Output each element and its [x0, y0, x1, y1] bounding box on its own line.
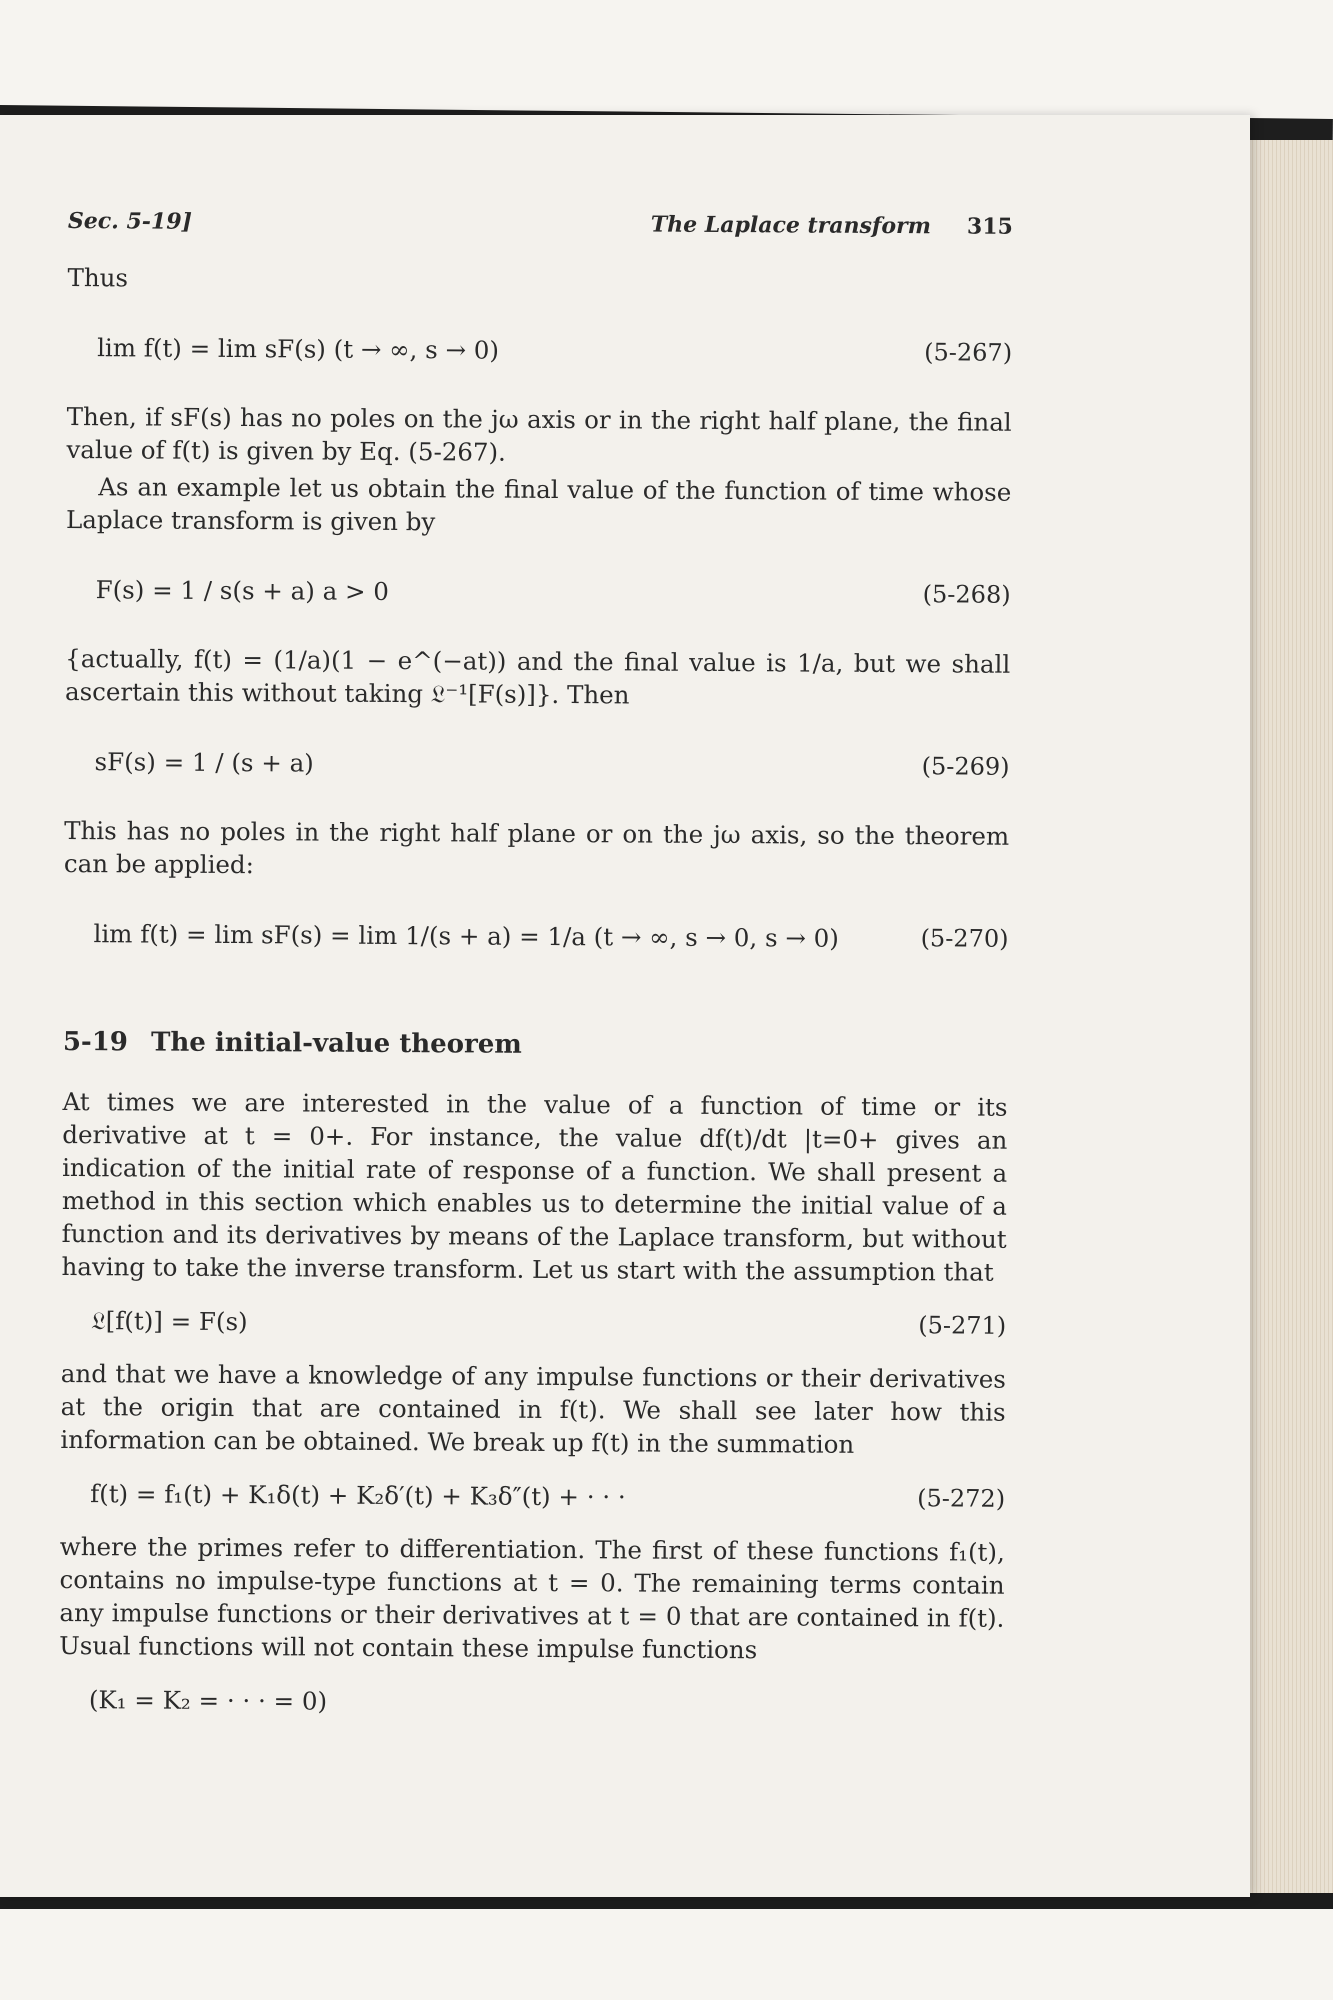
equation-5-268	[65, 550, 1010, 634]
equation-number: (5-272)	[917, 1483, 1006, 1513]
page-number: 315	[966, 213, 1013, 240]
paragraph-example: As an example let us obtain the final value of the function of time whose Laplace transform is given by	[65, 472, 1012, 537]
equation-number: (5-270)	[920, 923, 1009, 953]
equation-5-270	[63, 894, 1008, 978]
equation-body: (K₁ = K₂ = · · · = 0)	[88, 1684, 328, 1716]
equation-5-272	[60, 1470, 1005, 1522]
paragraph-at-times: At times we are interested in the value of a function of time or its derivative at t = 0+. For instance, the value df(t)/dt |t=0+ gives an indication of the initial rate of response of a function. We shall present a method in this section which enables us to determine the initial value of a function and its derivatives by means of the Laplace transform, but without having to take the inverse transform. Let us start with the assumption that	[61, 1086, 1008, 1287]
paragraph-knowledge: and that we have a knowledge of any impulse functions or their derivatives at the origin that are contained in f(t). We shall see later how this information can be obtained. We break up f(t) in the summation	[60, 1358, 1006, 1459]
equation-body: lim f(t) = lim sF(s) = lim 1/(s + a) = 1/a (t → ∞, s → 0, s → 0)	[93, 918, 839, 953]
equation-5-271	[61, 1297, 1006, 1349]
running-header	[68, 205, 1013, 255]
equation-constants	[59, 1676, 1004, 1728]
equation-5-267	[67, 308, 1012, 392]
equation-body: F(s) = 1 / s(s + a) a > 0	[95, 574, 390, 606]
equation-body: sF(s) = 1 / (s + a)	[94, 746, 314, 778]
section-reference: Sec. 5-19]	[67, 207, 193, 235]
paragraph-thus: Thus	[67, 262, 129, 293]
page-content	[59, 205, 1013, 1742]
section-number: 5-19	[62, 1026, 129, 1058]
equation-body: lim f(t) = lim sF(s) (t → ∞, s → 0)	[97, 332, 500, 365]
equation-body: f(t) = f₁(t) + K₁δ(t) + K₂δ′(t) + K₃δ″(t) + · · ·	[90, 1478, 626, 1511]
equation-body: 𝔏[f(t)] = F(s)	[91, 1305, 248, 1336]
paragraph-actually: {actually, f(t) = (1/a)(1 − e^(−at)) and the final value is 1/a, but we shall ascertain this without taking 𝔏⁻¹[F(s)]}. Then	[64, 643, 1011, 710]
equation-5-269	[64, 722, 1009, 806]
equation-number: (5-268)	[922, 579, 1011, 609]
equation-number: (5-271)	[918, 1310, 1007, 1340]
section-heading	[63, 1026, 1008, 1065]
paragraph-primes: where the primes refer to differentiation. The first of these functions f₁(t), contains no impulse-type functions at t = 0. The remaining terms contain any impulse functions or their derivatives at t = 0 that are contained in f(t). Usual functions will not contain these impulse functions	[59, 1531, 1005, 1665]
paragraph-then: Then, if sF(s) has no poles on the jω axis or in the right half plane, the final value of f(t) is given by Eq. (5-267).	[66, 401, 1012, 467]
equation-number: (5-269)	[921, 751, 1010, 781]
running-title: The Laplace transform	[650, 211, 932, 240]
section-title: The initial-value theorem	[150, 1027, 522, 1060]
paragraph-no-poles: This has no poles in the right half plane or on the jω axis, so the theorem can be applied:	[63, 815, 1010, 880]
equation-number: (5-267)	[924, 337, 1013, 367]
